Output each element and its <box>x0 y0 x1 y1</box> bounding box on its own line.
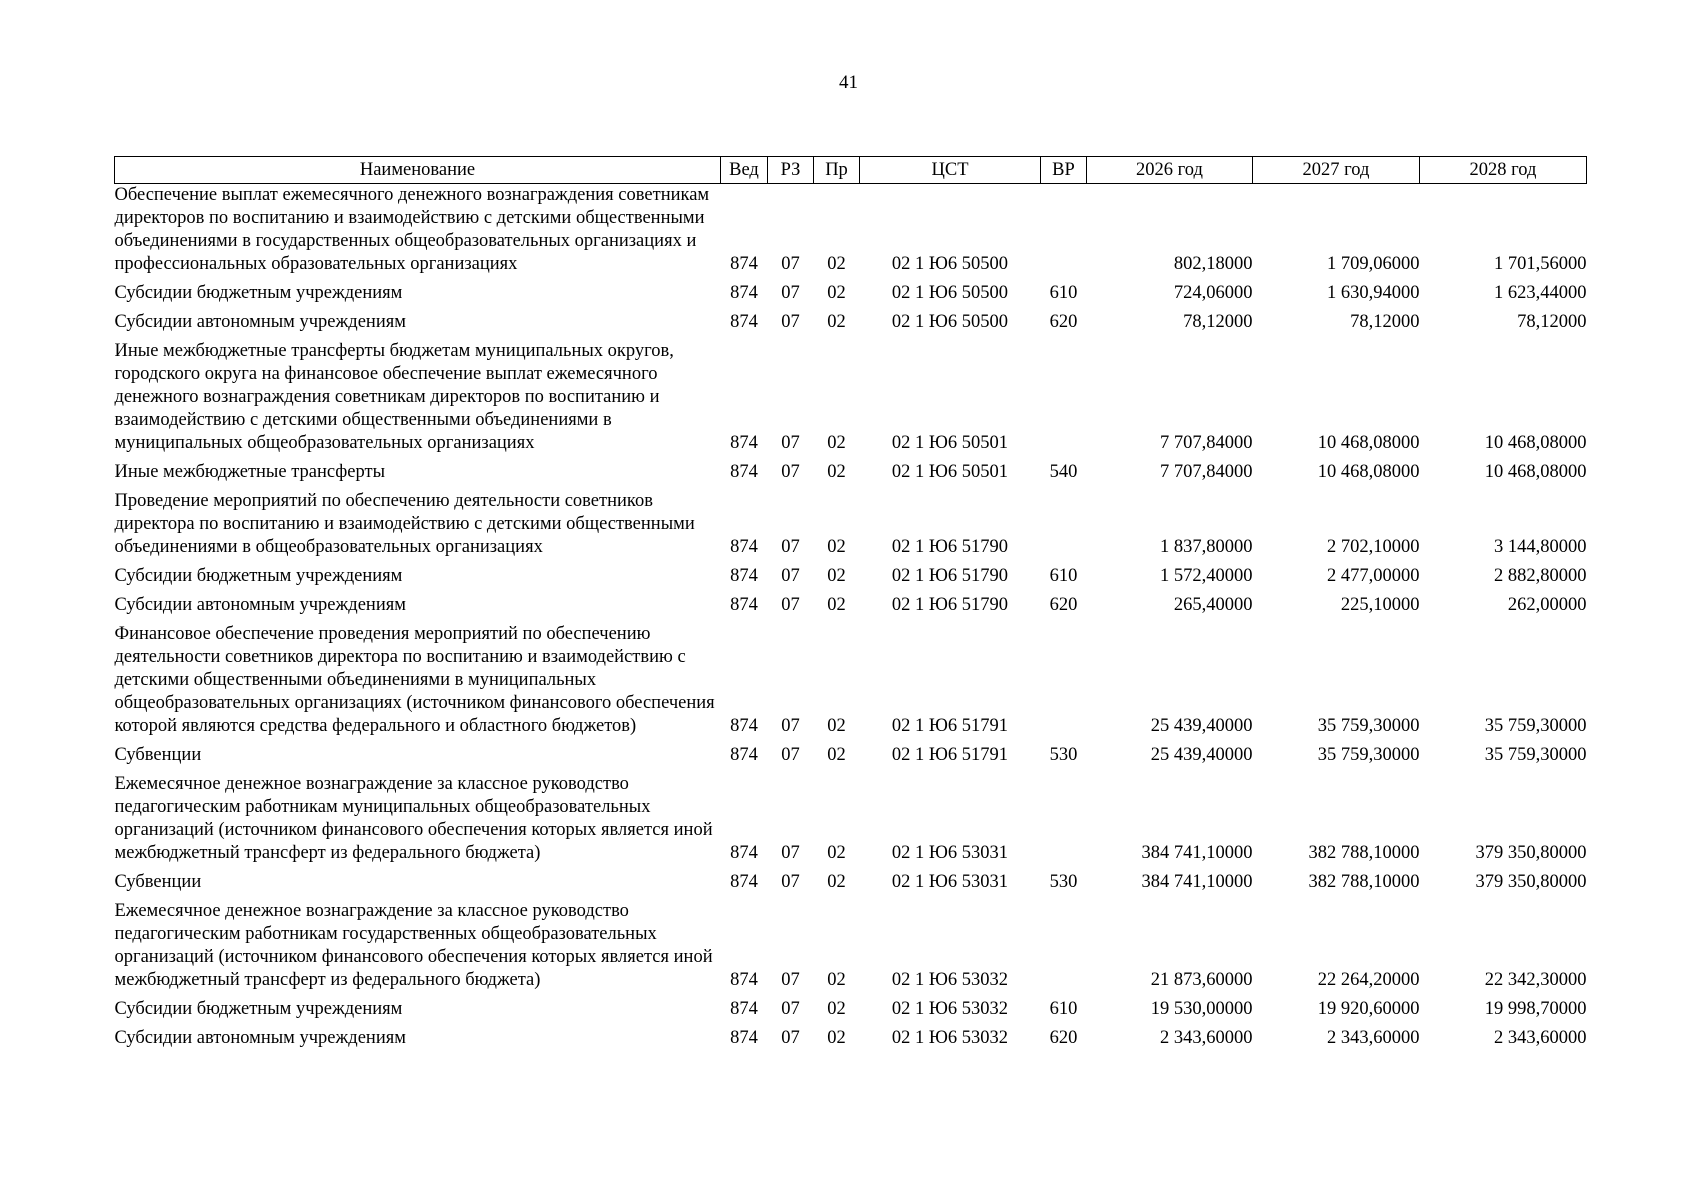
cell-cst: 02 1 Ю6 50500 <box>891 312 1009 332</box>
cell-rz: 07 <box>781 745 800 765</box>
cell-2027: 78,12000 <box>1350 312 1420 332</box>
cell-pr: 02 <box>827 843 846 863</box>
cell-vr: 620 <box>1049 312 1078 332</box>
cell-2028: 10 468,08000 <box>1484 433 1587 453</box>
cell-2026: 802,18000 <box>1173 254 1253 274</box>
cell-rz: 07 <box>781 433 800 453</box>
cell-name: Ежемесячное денежное вознаграждение за классное руководство педагогическим работникам государственных общеобразовательных организаций (источником финансового обеспечения которых является иной межбюджетный трансферт из федерального бюджета) <box>114 901 713 990</box>
cell-ved: 874 <box>730 537 758 557</box>
table-row <box>115 311 1587 340</box>
cell-vr: 540 <box>1049 462 1078 482</box>
cell-pr: 02 <box>827 970 846 990</box>
table-header <box>115 157 1587 184</box>
cell-2026: 7 707,84000 <box>1160 433 1253 453</box>
cell-2026: 724,06000 <box>1173 283 1253 303</box>
cell-2026: 384 741,10000 <box>1141 872 1253 892</box>
cell-rz: 07 <box>781 970 800 990</box>
cell-vr: 620 <box>1049 595 1078 615</box>
header-ved: Вед <box>721 157 768 184</box>
cell-cst: 02 1 Ю6 53031 <box>891 843 1009 863</box>
cell-vr: 610 <box>1049 566 1078 586</box>
cell-2028: 2 882,80000 <box>1494 566 1587 586</box>
header-rz: РЗ <box>768 157 814 184</box>
cell-ved: 874 <box>730 843 758 863</box>
cell-rz: 07 <box>781 566 800 586</box>
cell-rz: 07 <box>781 312 800 332</box>
cell-cst: 02 1 Ю6 50501 <box>891 433 1009 453</box>
cell-rz: 07 <box>781 999 800 1019</box>
cell-name: Ежемесячное денежное вознаграждение за классное руководство педагогическим работникам муниципальных общеобразовательных организаций (источником финансового обеспечения которых является иной межбюджетный трансферт из федерального бюджета) <box>114 774 713 863</box>
cell-rz: 07 <box>781 872 800 892</box>
cell-name: Субсидии автономным учреждениям <box>114 1028 406 1048</box>
cell-vr <box>1041 340 1087 461</box>
cell-rz: 07 <box>781 716 800 736</box>
cell-2028: 22 342,30000 <box>1484 970 1587 990</box>
table-row <box>115 998 1587 1027</box>
cell-2028: 1 701,56000 <box>1494 254 1587 274</box>
cell-2026: 265,40000 <box>1173 595 1253 615</box>
cell-2028: 262,00000 <box>1507 595 1587 615</box>
cell-cst: 02 1 Ю6 50500 <box>891 254 1009 274</box>
header-cst: ЦСТ <box>860 157 1041 184</box>
cell-2026: 1 572,40000 <box>1160 566 1253 586</box>
cell-rz: 07 <box>781 537 800 557</box>
cell-pr: 02 <box>827 595 846 615</box>
cell-2026: 78,12000 <box>1183 312 1253 332</box>
cell-vr: 530 <box>1049 872 1078 892</box>
cell-2026: 1 837,80000 <box>1160 537 1253 557</box>
cell-2028: 379 350,80000 <box>1475 872 1587 892</box>
cell-2026: 21 873,60000 <box>1150 970 1253 990</box>
table-row <box>115 594 1587 623</box>
cell-2026: 25 439,40000 <box>1150 716 1253 736</box>
cell-rz: 07 <box>781 843 800 863</box>
cell-rz: 07 <box>781 595 800 615</box>
cell-vr <box>1041 773 1087 871</box>
cell-pr: 02 <box>827 872 846 892</box>
cell-2028: 19 998,70000 <box>1484 999 1587 1019</box>
cell-pr: 02 <box>827 566 846 586</box>
cell-vr <box>1041 623 1087 744</box>
cell-pr: 02 <box>827 745 846 765</box>
cell-name: Проведение мероприятий по обеспечению деятельности советников директора по воспитанию и взаимодействию с детскими общественными объединениями в общеобразовательных организациях <box>114 491 695 557</box>
table-row <box>115 340 1587 461</box>
cell-2027: 382 788,10000 <box>1308 872 1420 892</box>
cell-ved: 874 <box>730 716 758 736</box>
cell-name: Субсидии бюджетным учреждениям <box>114 566 403 586</box>
cell-pr: 02 <box>827 433 846 453</box>
cell-pr: 02 <box>827 537 846 557</box>
cell-2028: 379 350,80000 <box>1475 843 1587 863</box>
cell-2027: 382 788,10000 <box>1308 843 1420 863</box>
cell-2027: 225,10000 <box>1340 595 1420 615</box>
table-body <box>115 184 1587 1057</box>
table-row <box>115 282 1587 311</box>
cell-cst: 02 1 Ю6 51790 <box>891 595 1009 615</box>
cell-ved: 874 <box>730 283 758 303</box>
cell-2026: 25 439,40000 <box>1150 745 1253 765</box>
cell-cst: 02 1 Ю6 51790 <box>891 566 1009 586</box>
table-row <box>115 744 1587 773</box>
cell-2027: 10 468,08000 <box>1317 462 1420 482</box>
cell-vr: 610 <box>1049 999 1078 1019</box>
table-row <box>115 871 1587 900</box>
cell-2027: 22 264,20000 <box>1317 970 1420 990</box>
cell-cst: 02 1 Ю6 51791 <box>891 745 1009 765</box>
cell-2027: 10 468,08000 <box>1317 433 1420 453</box>
cell-pr: 02 <box>827 312 846 332</box>
header-name: Наименование <box>115 157 721 184</box>
cell-name: Обеспечение выплат ежемесячного денежного вознаграждения советникам директоров по воспитанию и взаимодействию с детскими общественными объединениями в государственных общеобразовательных организациях и профессиональных образовательных организациях <box>114 185 710 274</box>
cell-rz: 07 <box>781 462 800 482</box>
cell-2028: 10 468,08000 <box>1484 462 1587 482</box>
cell-2027: 35 759,30000 <box>1317 745 1420 765</box>
cell-name: Иные межбюджетные трансферты бюджетам муниципальных округов, городского округа на финансовое обеспечение выплат ежемесячного денежного вознаграждения советникам директоров по воспитанию и взаимодействию с детскими общественными объединениями в муниципальных общеобразовательных организациях <box>114 341 674 453</box>
header-2028: 2028 год <box>1420 157 1587 184</box>
table-row <box>115 900 1587 998</box>
cell-cst: 02 1 Ю6 53032 <box>891 1028 1009 1048</box>
cell-vr: 610 <box>1049 283 1078 303</box>
cell-2028: 35 759,30000 <box>1484 716 1587 736</box>
cell-ved: 874 <box>730 1028 758 1048</box>
cell-pr: 02 <box>827 283 846 303</box>
cell-ved: 874 <box>730 970 758 990</box>
cell-2027: 2 477,00000 <box>1327 566 1420 586</box>
cell-2027: 1 709,06000 <box>1327 254 1420 274</box>
cell-cst: 02 1 Ю6 53032 <box>891 999 1009 1019</box>
cell-ved: 874 <box>730 254 758 274</box>
cell-vr <box>1041 184 1087 283</box>
header-vr: ВР <box>1041 157 1087 184</box>
cell-2026: 384 741,10000 <box>1141 843 1253 863</box>
cell-cst: 02 1 Ю6 50501 <box>891 462 1009 482</box>
cell-cst: 02 1 Ю6 50500 <box>891 283 1009 303</box>
cell-pr: 02 <box>827 254 846 274</box>
cell-2028: 1 623,44000 <box>1494 283 1587 303</box>
cell-2028: 2 343,60000 <box>1494 1028 1587 1048</box>
cell-vr <box>1041 900 1087 998</box>
cell-rz: 07 <box>781 283 800 303</box>
cell-ved: 874 <box>730 566 758 586</box>
cell-rz: 07 <box>781 254 800 274</box>
cell-2027: 19 920,60000 <box>1317 999 1420 1019</box>
cell-name: Иные межбюджетные трансферты <box>114 462 386 482</box>
cell-2028: 35 759,30000 <box>1484 745 1587 765</box>
table-row <box>115 773 1587 871</box>
cell-name: Субсидии автономным учреждениям <box>114 595 406 615</box>
header-2026: 2026 год <box>1087 157 1253 184</box>
cell-cst: 02 1 Ю6 53032 <box>891 970 1009 990</box>
page-number: 41 <box>839 72 858 93</box>
cell-ved: 874 <box>730 595 758 615</box>
cell-2027: 2 343,60000 <box>1327 1028 1420 1048</box>
cell-name: Субсидии автономным учреждениям <box>114 312 406 332</box>
cell-name: Субсидии бюджетным учреждениям <box>114 283 403 303</box>
cell-rz: 07 <box>781 1028 800 1048</box>
cell-2027: 35 759,30000 <box>1317 716 1420 736</box>
header-2027: 2027 год <box>1253 157 1420 184</box>
table-row <box>115 490 1587 565</box>
cell-pr: 02 <box>827 462 846 482</box>
cell-name: Финансовое обеспечение проведения мероприятий по обеспечению деятельности советников директора по воспитанию и взаимодействию с детскими общественными объединениями в муниципальных общеобразовательных организациях (источником финансового обеспечения которой являются средства федерального и областного бюджетов) <box>114 624 715 736</box>
cell-ved: 874 <box>730 872 758 892</box>
cell-2026: 7 707,84000 <box>1160 462 1253 482</box>
cell-name: Субвенции <box>114 872 202 892</box>
cell-2027: 1 630,94000 <box>1327 283 1420 303</box>
cell-ved: 874 <box>730 462 758 482</box>
cell-pr: 02 <box>827 999 846 1019</box>
table-row <box>115 565 1587 594</box>
cell-cst: 02 1 Ю6 51790 <box>891 537 1009 557</box>
cell-pr: 02 <box>827 716 846 736</box>
cell-pr: 02 <box>827 1028 846 1048</box>
cell-ved: 874 <box>730 999 758 1019</box>
cell-name: Субсидии бюджетным учреждениям <box>114 999 403 1019</box>
table-row <box>115 623 1587 744</box>
table-row <box>115 1027 1587 1056</box>
cell-vr: 530 <box>1049 745 1078 765</box>
cell-vr: 620 <box>1049 1028 1078 1048</box>
cell-2028: 3 144,80000 <box>1494 537 1587 557</box>
cell-ved: 874 <box>730 745 758 765</box>
header-pr: Пр <box>814 157 860 184</box>
cell-2028: 78,12000 <box>1517 312 1587 332</box>
cell-2026: 19 530,00000 <box>1150 999 1253 1019</box>
table-row <box>115 184 1587 283</box>
cell-2026: 2 343,60000 <box>1160 1028 1253 1048</box>
cell-vr <box>1041 490 1087 565</box>
table-row <box>115 461 1587 490</box>
cell-cst: 02 1 Ю6 53031 <box>891 872 1009 892</box>
cell-cst: 02 1 Ю6 51791 <box>891 716 1009 736</box>
cell-2027: 2 702,10000 <box>1327 537 1420 557</box>
budget-table <box>114 156 1587 1056</box>
cell-ved: 874 <box>730 433 758 453</box>
cell-ved: 874 <box>730 312 758 332</box>
cell-name: Субвенции <box>114 745 202 765</box>
